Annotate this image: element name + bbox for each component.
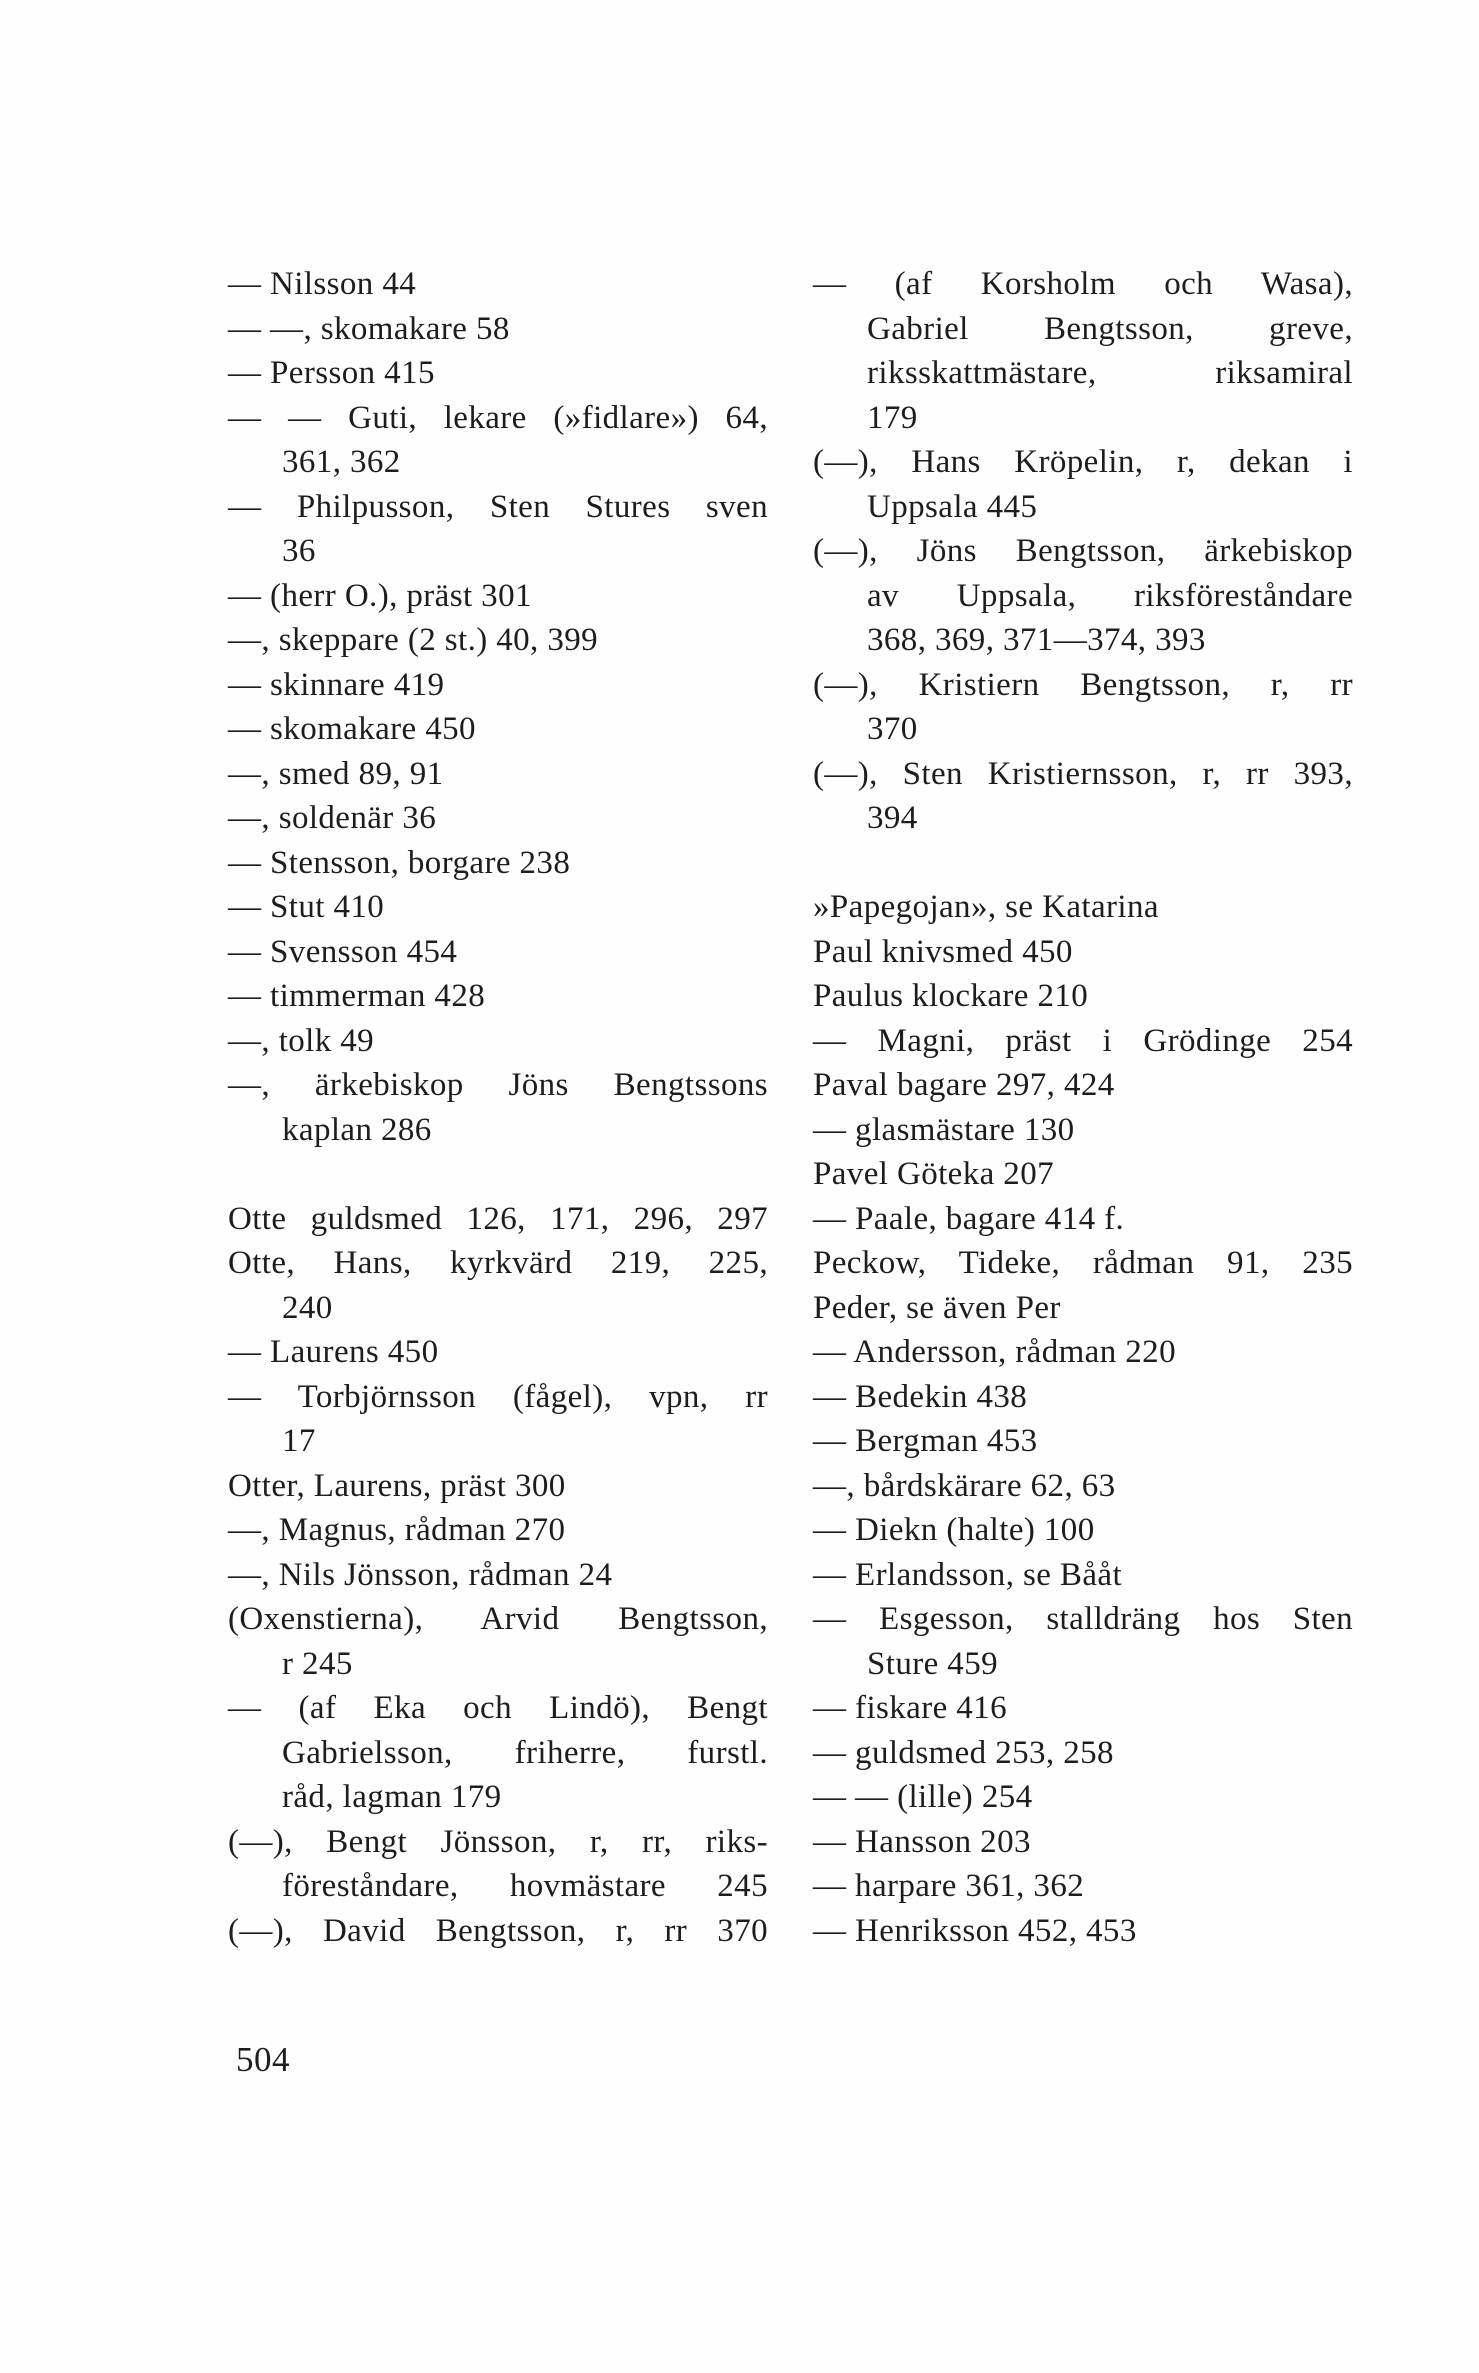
index-entry: Peckow, Tideke, rådman 91, 235 (813, 1245, 1353, 1281)
index-entry: (Oxenstierna), Arvid Bengtsson, (228, 1601, 768, 1637)
index-entry: — guldsmed 253, 258 (813, 1734, 1114, 1771)
index-entry-continuation: Uppsala 445 (867, 488, 1038, 525)
index-entry-continuation: r 245 (282, 1645, 353, 1682)
index-entry: — Diekn (halte) 100 (813, 1512, 1095, 1548)
index-entry: Paul knivsmed 450 (813, 933, 1073, 970)
index-entry: — Andersson, rådman 220 (813, 1334, 1176, 1370)
index-entry: — Bedekin 438 (813, 1378, 1028, 1415)
section-gap (228, 1152, 768, 1197)
section-gap (813, 841, 1353, 886)
index-entry: — Esgesson, stalldräng hos Sten (813, 1601, 1353, 1637)
index-entry: Paval bagare 297, 424 (813, 1067, 1115, 1103)
index-entry-continuation: 17 (282, 1423, 316, 1459)
index-entry: (—), Hans Kröpelin, r, dekan i (813, 444, 1353, 480)
index-entry: — (herr O.), präst 301 (228, 577, 532, 614)
index-entry: — Nilsson 44 (228, 266, 417, 302)
index-entry: — Hansson 203 (813, 1823, 1031, 1860)
index-entry-continuation: föreståndare, hovmästare 245 (282, 1868, 768, 1904)
index-entry: —, smed 89, 91 (228, 755, 444, 792)
page-number: 504 (236, 2040, 290, 2079)
index-entry: —, Magnus, rådman 270 (228, 1512, 566, 1548)
index-entry: Otte, Hans, kyrkvärd 219, 225, (228, 1245, 768, 1281)
index-entry-continuation: av Uppsala, riksföreståndare (867, 577, 1353, 614)
index-entry: —, Nils Jönsson, rådman 24 (228, 1556, 613, 1593)
index-entry: — Torbjörnsson (fågel), vpn, rr (228, 1378, 768, 1415)
index-entry: — Persson 415 (228, 355, 435, 391)
index-entry: »Papegojan», se Katarina (813, 889, 1159, 925)
index-entry: —, bårdskärare 62, 63 (813, 1467, 1116, 1504)
index-entry: — Erlandsson, se Bååt (813, 1556, 1123, 1593)
index-entry-continuation: 370 (867, 711, 918, 747)
index-entry-continuation: Gabrielsson, friherre, furstl. (282, 1734, 768, 1771)
index-entry: — glasmästare 130 (813, 1111, 1075, 1148)
index-entry: — — Guti, lekare (»fidlare») 64, (228, 399, 768, 436)
index-entry-continuation: 361, 362 (282, 444, 401, 480)
index-entry: — Paale, bagare 414 f. (813, 1200, 1125, 1237)
right-column (813, 262, 1353, 1953)
index-entry-continuation: kaplan 286 (282, 1111, 432, 1148)
index-entry: — Bergman 453 (813, 1423, 1038, 1459)
index-entry-continuation: 179 (867, 399, 918, 436)
index-entry: — harpare 361, 362 (813, 1868, 1085, 1904)
index-entry: —, ärkebiskop Jöns Bengtssons (228, 1067, 768, 1103)
index-entry-continuation: Gabriel Bengtsson, greve, (867, 310, 1353, 347)
index-entry: Otte guldsmed 126, 171, 296, 297 (228, 1200, 768, 1237)
index-entry: — Stensson, borgare 238 (228, 844, 571, 881)
index-entry: —, tolk 49 (228, 1022, 375, 1059)
index-entry-continuation: Sture 459 (867, 1645, 999, 1682)
left-column (228, 262, 768, 1953)
index-entry: (—), Bengt Jönsson, r, rr, riks- (228, 1823, 768, 1860)
index-entry: — (af Eka och Lindö), Bengt (228, 1690, 768, 1726)
index-entry: — —, skomakare 58 (228, 310, 510, 347)
index-entry: —, soldenär 36 (228, 800, 437, 836)
index-entry: Peder, se även Per (813, 1289, 1061, 1326)
index-entry: (—), David Bengtsson, r, rr 370 (228, 1912, 768, 1949)
index-entry-continuation: 368, 369, 371—374, 393 (867, 622, 1206, 658)
index-entry: — skinnare 419 (228, 666, 445, 703)
index-entry: Pavel Göteka 207 (813, 1156, 1055, 1192)
index-entry-continuation: 240 (282, 1289, 333, 1326)
index-entry: — Magni, präst i Grödinge 254 (813, 1022, 1353, 1059)
index-entry-continuation: råd, lagman 179 (282, 1779, 502, 1815)
index-entry: — Laurens 450 (228, 1334, 439, 1370)
index-entry: — timmerman 428 (228, 978, 486, 1014)
index-entry: Otter, Laurens, präst 300 (228, 1467, 566, 1504)
index-entry-continuation: 36 (282, 533, 316, 569)
index-entry: — Svensson 454 (228, 933, 458, 970)
index-entry: —, skeppare (2 st.) 40, 399 (228, 622, 599, 658)
index-entry: (—), Sten Kristiernsson, r, rr 393, (813, 755, 1353, 792)
index-entry: — Stut 410 (228, 889, 385, 925)
index-entry: (—), Kristiern Bengtsson, r, rr (813, 666, 1353, 703)
index-entry: — Henriksson 452, 453 (813, 1912, 1137, 1949)
index-entry: — skomakare 450 (228, 711, 476, 747)
index-entry: — — (lille) 254 (813, 1779, 1033, 1815)
index-entry: — Philpusson, Sten Stures sven (228, 488, 768, 525)
index-entry-continuation: 394 (867, 800, 918, 836)
index-entry-continuation: riksskattmästare, riksamiral (867, 355, 1353, 391)
index-entry: — fiskare 416 (813, 1690, 1007, 1726)
index-entry: — (af Korsholm och Wasa), (813, 266, 1353, 302)
index-entry: (—), Jöns Bengtsson, ärkebiskop (813, 533, 1353, 569)
index-entry: Paulus klockare 210 (813, 978, 1089, 1014)
